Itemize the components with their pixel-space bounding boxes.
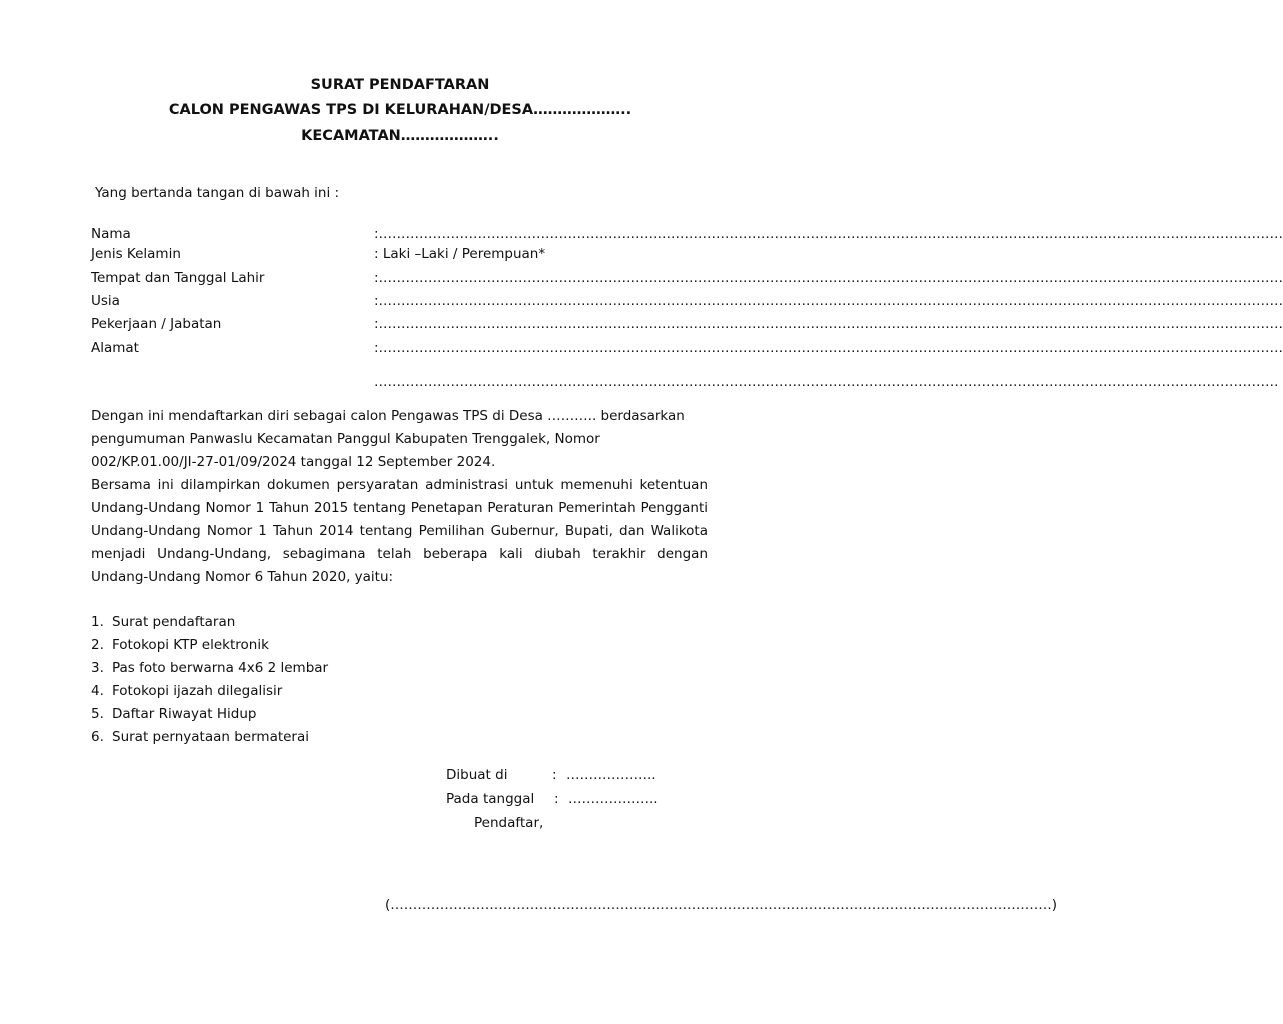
list-item (91, 726, 328, 749)
list-number: 2. (91, 637, 104, 653)
list-number: 6. (91, 729, 104, 745)
list-text: Surat pernyataan bermaterai (112, 729, 310, 745)
field-label: Pekerjaan / Jabatan (91, 316, 222, 332)
field-value: :………………………………………………………………………………………………………………………………………………………………………………… (374, 293, 1283, 309)
list-text: Pas foto berwarna 4x6 2 lembar (112, 660, 329, 676)
letter-subtitle-district: KECAMATAN……………….. (301, 128, 499, 144)
intro-text: Yang bertanda tangan di bawah ini : (95, 185, 340, 201)
list-item (91, 703, 328, 726)
paragraph-registration: Dengan ini mendaftarkan diri sebagai calon Pengawas TPS di Desa ……….. berdasarkan pengumuman Panwaslu Kecamatan Panggul Kabupaten Trenggalek, Nomor 002/KP.01.00/JI-27-01/09/2024 tanggal 12 September 2024. (91, 408, 685, 470)
made-at-value: ……………….. (566, 767, 656, 783)
letter-subtitle: CALON PENGAWAS TPS DI KELURAHAN/DESA……………….. (168, 102, 632, 118)
field-value: :………………………………………………………………………………………………………………………………………………………………………………… (374, 340, 1283, 356)
list-text: Daftar Riwayat Hidup (112, 706, 257, 722)
date-row (446, 791, 658, 807)
list-item (91, 634, 328, 657)
address-extra-line: ………………………………………………………………………………………………………………………………………………………………………………… (374, 374, 1279, 390)
paragraph-attachments: Bersama ini dilampirkan dokumen persyaratan administrasi untuk memenuhi ketentuan Undang-Undang Nomor 1 Tahun 2015 tentang Penetapan Peraturan Pemerintah Pengganti Undang-Undang Nomor 1 Tahun 2014 tentang Pemilihan Gubernur, Bupati, dan Walikota menjadi Undang-Undang, sebagimana telah beberapa kali diubah terakhir dengan Undang-Undang Nomor 6 Tahun 2020, yaitu: (91, 477, 708, 585)
field-row-birth (91, 270, 1283, 290)
list-text: Surat pendaftaran (112, 614, 236, 630)
requirements-list (91, 611, 328, 749)
field-value: :………………………………………………………………………………………………………………………………………………………………………………… (374, 226, 1283, 242)
made-at-label: Dibuat di (446, 767, 508, 783)
list-number: 1. (91, 614, 104, 630)
list-text: Fotokopi KTP elektronik (112, 637, 269, 653)
date-value: ……………….. (568, 791, 658, 807)
date-colon: : (554, 791, 559, 807)
list-number: 4. (91, 683, 104, 699)
field-label: Nama (91, 226, 131, 242)
field-value: :………………………………………………………………………………………………………………………………………………………………………………… (374, 270, 1283, 286)
field-label: Alamat (91, 340, 139, 356)
list-item (91, 657, 328, 680)
made-at-row (446, 767, 656, 783)
field-row-name (91, 226, 1283, 246)
field-row-address (91, 340, 1283, 360)
field-label: Jenis Kelamin (91, 246, 181, 262)
field-row-occupation (91, 316, 1283, 336)
field-label: Tempat dan Tanggal Lahir (91, 270, 265, 286)
list-item (91, 680, 328, 703)
date-label: Pada tanggal (446, 791, 535, 807)
registrant-label: Pendaftar, (474, 815, 544, 831)
field-value: : Laki –Laki / Perempuan* (374, 246, 546, 262)
list-number: 3. (91, 660, 104, 676)
list-text: Fotokopi ijazah dilegalisir (112, 683, 283, 699)
field-row-gender (91, 246, 711, 266)
letter-title: SURAT PENDAFTARAN (310, 77, 490, 93)
list-number: 5. (91, 706, 104, 722)
field-row-age (91, 293, 1283, 313)
made-at-colon: : (552, 767, 557, 783)
field-label: Usia (91, 293, 120, 309)
list-item (91, 611, 328, 634)
signature-name-line: (…………………………………………………………………………………………………………………………………) (385, 897, 1058, 913)
field-value: :………………………………………………………………………………………………………………………………………………………………………………… (374, 316, 1283, 332)
